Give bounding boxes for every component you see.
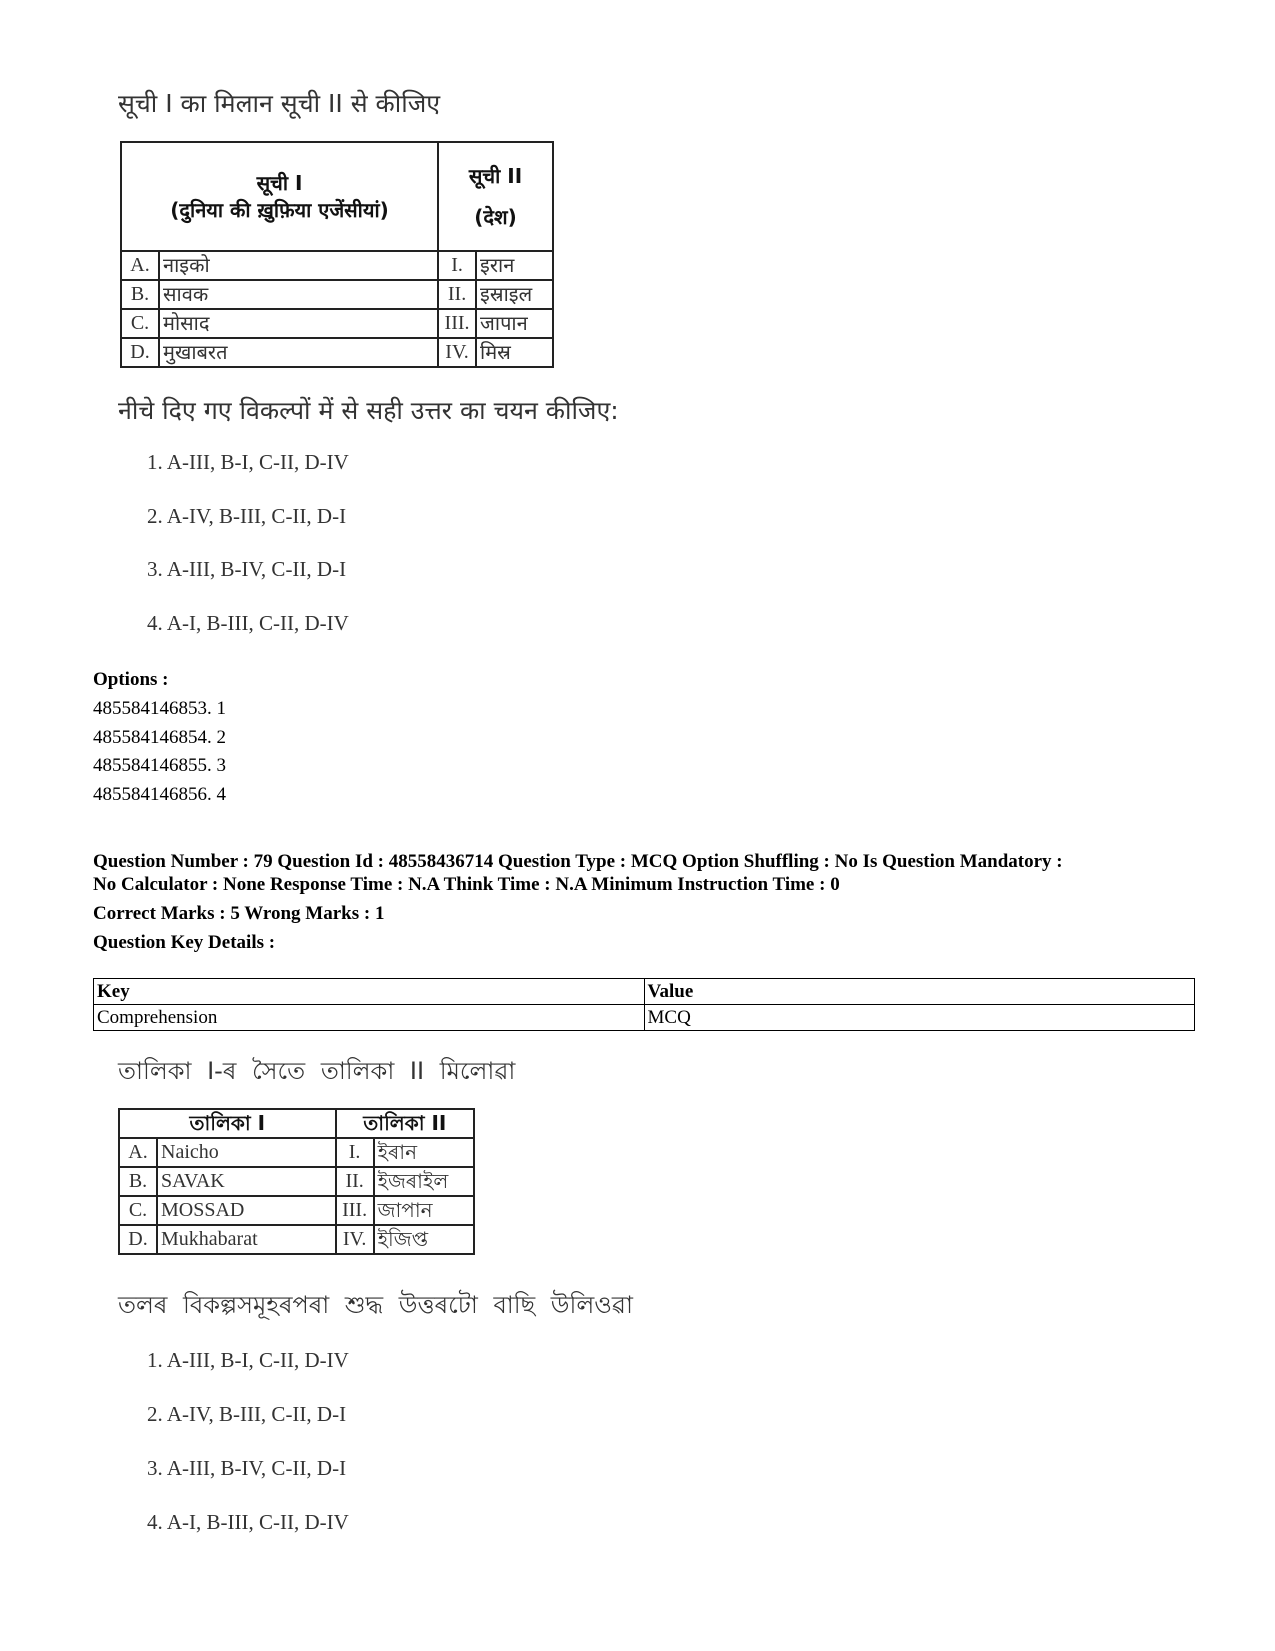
table-row: C. मोसाद III. जापान: [121, 309, 553, 338]
hindi-instruction: नीचे दिए गए विकल्पों में से सही उत्तर का चयन कीजिए:: [118, 396, 619, 425]
table-row: Comprehension MCQ: [94, 1005, 1195, 1031]
option-item: 485584146853. 1: [93, 698, 226, 719]
hindi-prompt: सूची I का मिलान सूची II से कीजिए: [118, 89, 441, 118]
hindi-list2-header: सूची II (देश): [438, 142, 553, 251]
table-row: A. नाइको I. इरान: [121, 251, 553, 280]
option-item: 485584146856. 4: [93, 784, 226, 805]
table-row: B. SAVAK II. ইজৰাইল: [119, 1167, 474, 1196]
hindi-list1-header: सूची I (दुनिया की ख़ुफ़िया एजेंसीयां): [121, 142, 438, 251]
marks-info: Correct Marks : 5 Wrong Marks : 1: [93, 903, 385, 924]
assamese-list1-header: তালিকা I: [119, 1109, 336, 1138]
table-row: B. सावक II. इस्राइल: [121, 280, 553, 309]
hindi-choice-2: 2. A-IV, B-III, C-II, D-I: [147, 504, 347, 528]
assamese-instruction: তলৰ বিকল্পসমূহৰপৰা শুদ্ধ উত্তৰটো বাছি উলিওৱা: [118, 1291, 633, 1319]
table-header-row: Key Value: [94, 979, 1195, 1005]
assamese-prompt: তালিকা I-ৰ সৈতে তালিকা II মিলোৱা: [118, 1057, 516, 1085]
question-meta-line2: No Calculator : None Response Time : N.A Think Time : N.A Minimum Instruction Time : 0: [93, 874, 840, 895]
assamese-match-table: [118, 1108, 475, 1255]
table-row: D. मुखाबरत IV. मिस्र: [121, 338, 553, 367]
option-item: 485584146854. 2: [93, 727, 226, 748]
table-row: C. MOSSAD III. জাপান: [119, 1196, 474, 1225]
assamese-choice-3: 3. A-III, B-IV, C-II, D-I: [147, 1456, 347, 1480]
table-row: D. Mukhabarat IV. ইজিপ্ত: [119, 1225, 474, 1254]
hindi-match-table: [120, 141, 554, 368]
option-item: 485584146855. 3: [93, 755, 226, 776]
assamese-list2-header: তালিকা II: [336, 1109, 474, 1138]
hindi-choice-1: 1. A-III, B-I, C-II, D-IV: [147, 450, 349, 474]
hindi-choice-4: 4. A-I, B-III, C-II, D-IV: [147, 611, 349, 635]
options-label: Options :: [93, 669, 169, 690]
question-meta-line1: Question Number : 79 Question Id : 48558436714 Question Type : MCQ Option Shuffling : No Is Question Mandatory :: [93, 851, 1063, 872]
key-value-table: [93, 978, 1195, 1031]
table-row: A. Naicho I. ইৰান: [119, 1138, 474, 1167]
assamese-choice-2: 2. A-IV, B-III, C-II, D-I: [147, 1402, 347, 1426]
assamese-choice-1: 1. A-III, B-I, C-II, D-IV: [147, 1348, 349, 1372]
key-details-label: Question Key Details :: [93, 932, 276, 953]
assamese-choice-4: 4. A-I, B-III, C-II, D-IV: [147, 1510, 349, 1534]
hindi-choice-3: 3. A-III, B-IV, C-II, D-I: [147, 557, 347, 581]
